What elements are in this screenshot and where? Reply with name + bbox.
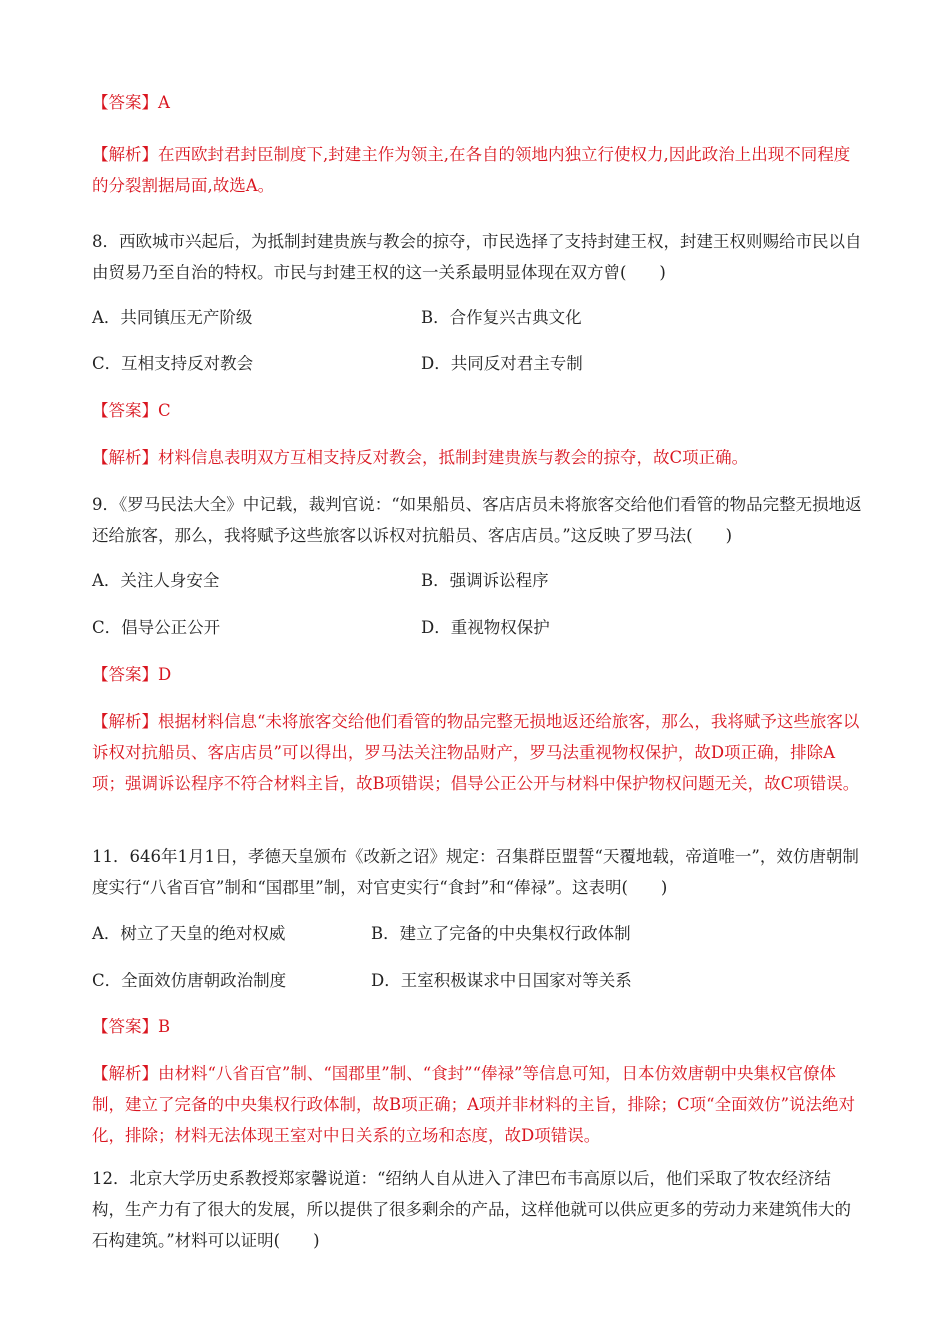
analysis-9: 【解析】根据材料信息“未将旅客交给他们看管的物品完整无损地返还给旅客，那么，我将赋予这些旅客以诉权对抗船员、客店店员”可以得出，罗马法关注物品财产，罗马法重视物权保护，故D项正确，排除A项；强调诉讼程序不符合材料主旨，故B项错误；倡导公正公开与材料中保护物权问题无关，故C项错误。 — [92, 712, 860, 793]
option-11-d: D．王室积极谋求中日国家对等关系 — [371, 971, 632, 990]
answer-8: 【答案】C — [92, 401, 171, 420]
option-9-b: B．强调诉讼程序 — [421, 571, 549, 590]
option-8-c: C．互相支持反对教会 — [92, 354, 254, 373]
analysis-7: 【解析】在西欧封君封臣制度下,封建主作为领主,在各自的领地内独立行使权力,因此政治上出现不同程度的分裂割据局面,故选A。 — [92, 145, 851, 195]
option-9-d: D．重视物权保护 — [421, 618, 550, 637]
option-8-a: A．共同镇压无产阶级 — [92, 308, 253, 327]
option-9-a: A．关注人身安全 — [92, 571, 220, 590]
option-11-a: A．树立了天皇的绝对权威 — [92, 924, 286, 943]
option-11-c: C．全面效仿唐朝政治制度 — [92, 971, 287, 990]
option-9-c: C．倡导公正公开 — [92, 618, 221, 637]
answer-7: 【答案】A — [92, 93, 170, 112]
option-8-b: B．合作复兴古典文化 — [421, 308, 582, 327]
question-8: 8．西欧城市兴起后，为抵制封建贵族与教会的掠夺，市民选择了支持封建王权，封建王权则赐给市民以自由贸易乃至自治的特权。市民与封建王权的这一关系最明显体现在双方曾( ) — [92, 232, 862, 282]
analysis-11: 【解析】由材料“八省百官”制、“国郡里”制、“食封”“俸禄”等信息可知，日本仿效唐朝中央集权官僚体制，建立了完备的中央集权行政体制，故B项正确；A项并非材料的主旨，排除；C项“全面效仿”说法绝对化，排除；材料无法体现王室对中日关系的立场和态度，故D项错误。 — [92, 1064, 856, 1145]
answer-9: 【答案】D — [92, 665, 172, 684]
option-11-b: B．建立了完备的中央集权行政体制 — [371, 924, 631, 943]
question-9: 9．《罗马民法大全》中记载，裁判官说：“如果船员、客店店员未将旅客交给他们看管的物品完整无损地返还给旅客，那么，我将赋予这些旅客以诉权对抗船员、客店店员。”这反映了罗马法( ) — [92, 495, 862, 545]
question-11: 11．646年1月1日，孝德天皇颁布《改新之诏》规定：召集群臣盟誓“天覆地载，帝道唯一”，效仿唐朝制度实行“八省百官”制和“国郡里”制，对官吏实行“食封”和“俸禄”。这表明( ) — [92, 847, 859, 897]
question-12: 12．北京大学历史系教授郑家馨说道：“绍纳人自从进入了津巴布韦高原以后，他们采取了牧农经济结构，生产力有了很大的发展，所以提供了很多剩余的产品，这样他就可以供应更多的劳动力来建筑伟大的石构建筑。”材料可以证明( ) — [92, 1169, 851, 1250]
option-8-d: D．共同反对君主专制 — [421, 354, 583, 373]
analysis-8: 【解析】材料信息表明双方互相支持反对教会，抵制封建贵族与教会的掠夺，故C项正确。 — [92, 448, 749, 467]
answer-11: 【答案】B — [92, 1017, 171, 1036]
